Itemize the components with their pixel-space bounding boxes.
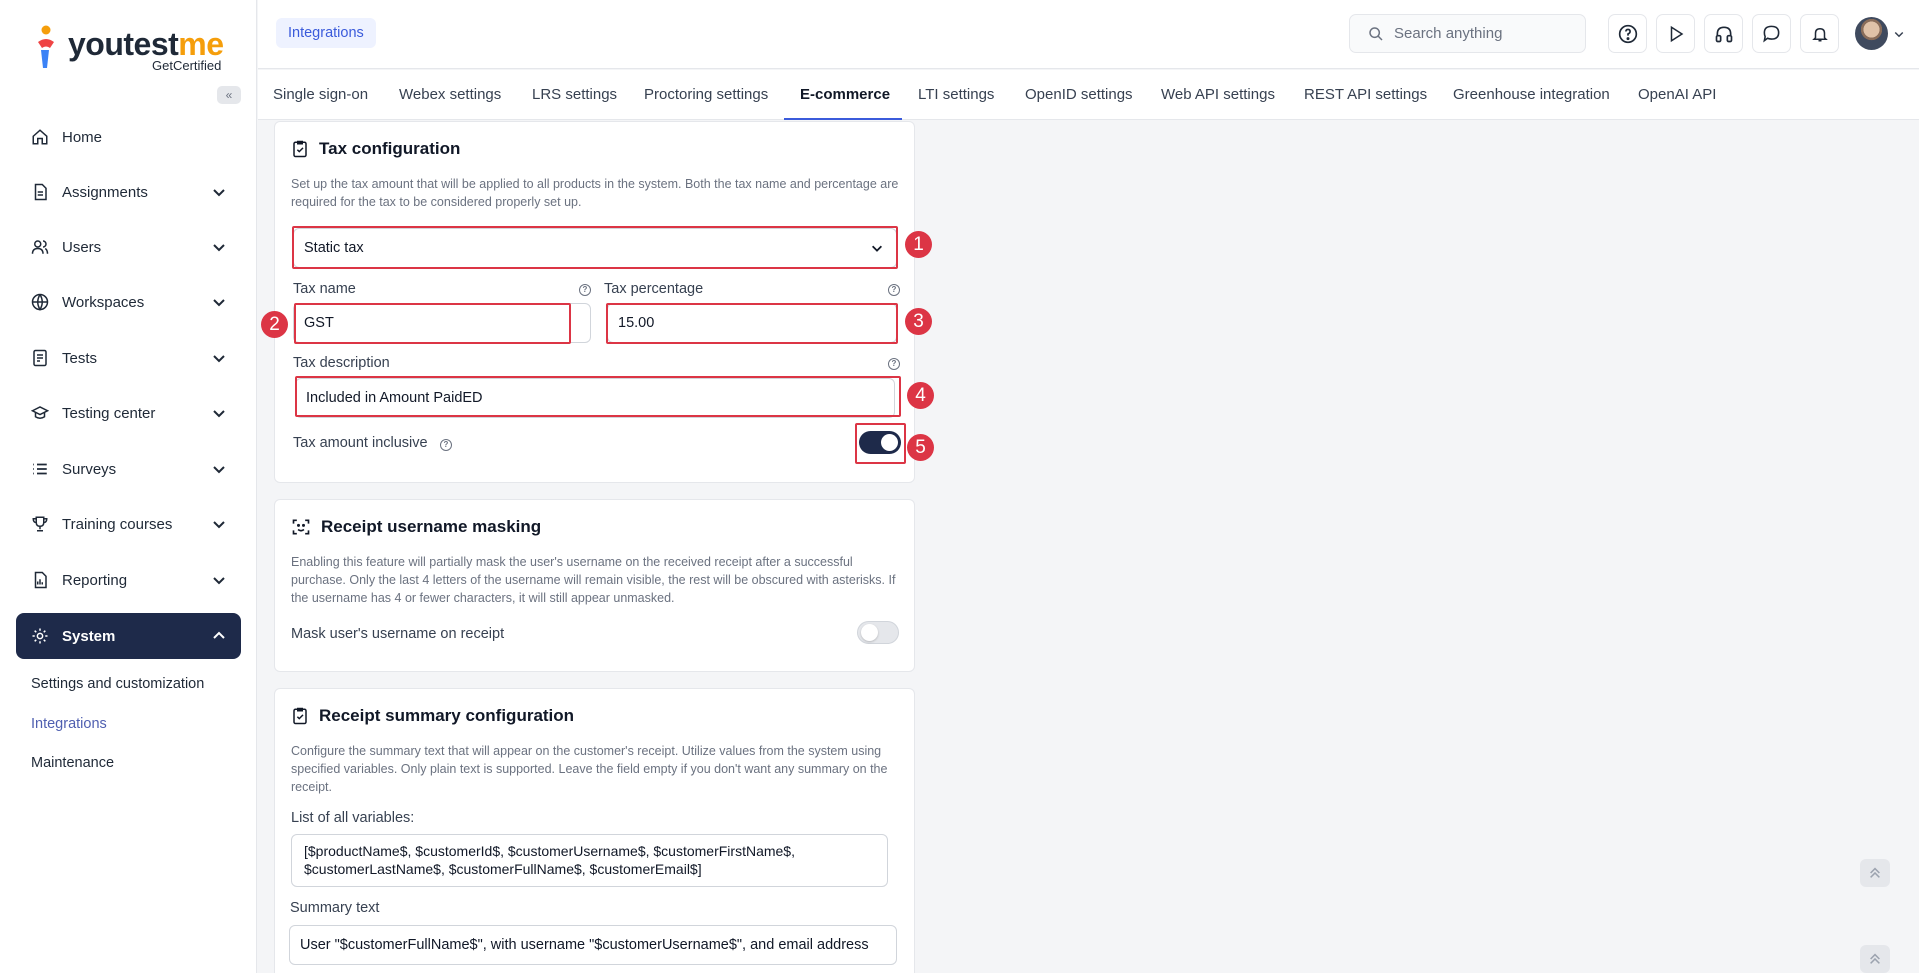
sidebar-item-label: Users bbox=[62, 238, 102, 256]
chevron-down-icon bbox=[211, 239, 227, 255]
tab-openai-api[interactable]: OpenAI API bbox=[1638, 86, 1717, 103]
mask-username-toggle[interactable] bbox=[857, 621, 899, 644]
help-button[interactable] bbox=[1608, 14, 1647, 53]
summary-text-label: Summary text bbox=[290, 900, 380, 916]
highlight-box bbox=[855, 423, 906, 464]
chevron-down-icon bbox=[211, 350, 227, 366]
step-badge: 4 bbox=[907, 382, 934, 409]
sidebar-item-assignments[interactable] bbox=[16, 169, 241, 215]
tax-inclusive-label: Tax amount inclusive bbox=[293, 435, 428, 451]
sidebar-item-label: System bbox=[62, 627, 116, 645]
checklist-icon bbox=[291, 707, 309, 725]
summary-title-text: Receipt summary configuration bbox=[319, 706, 575, 725]
sidebar-item-users[interactable] bbox=[16, 224, 241, 270]
avatar[interactable] bbox=[1855, 17, 1888, 50]
list-icon bbox=[30, 459, 50, 479]
tab-web-api-settings[interactable]: Web API settings bbox=[1161, 86, 1275, 103]
tax-percentage-input[interactable]: 15.00 bbox=[607, 303, 897, 343]
sidebar-item-workspaces[interactable] bbox=[16, 279, 241, 325]
search-input[interactable] bbox=[1349, 14, 1586, 53]
face-scan-icon bbox=[291, 517, 311, 537]
info-icon[interactable]: ? bbox=[888, 358, 900, 370]
tab-webex-settings[interactable]: Webex settings bbox=[399, 86, 502, 103]
sidebar-item-tests[interactable] bbox=[16, 335, 241, 381]
headphones-icon bbox=[1714, 24, 1734, 44]
tab-lti-settings[interactable]: LTI settings bbox=[918, 86, 995, 103]
chat-icon bbox=[1762, 24, 1781, 43]
logo-mark-icon bbox=[32, 24, 60, 72]
highlight-box bbox=[294, 303, 571, 344]
sidebar-item-testing-center[interactable] bbox=[16, 390, 241, 436]
double-chevron-up-icon bbox=[1868, 866, 1882, 880]
scroll-to-top-button[interactable] bbox=[1860, 945, 1890, 973]
info-icon[interactable]: ? bbox=[888, 284, 900, 296]
scroll-to-top-button[interactable] bbox=[1860, 859, 1890, 887]
subnav-maintenance[interactable]: Maintenance bbox=[31, 755, 115, 771]
breadcrumb[interactable]: Integrations bbox=[276, 18, 376, 48]
subnav-integrations[interactable]: Integrations bbox=[31, 716, 107, 732]
tax-name-input[interactable]: GST bbox=[293, 303, 591, 343]
chevron-down-icon bbox=[211, 405, 227, 421]
search-placeholder: Search anything bbox=[1394, 25, 1503, 42]
tax-description-label: Tax description bbox=[293, 355, 390, 371]
sidebar-item-label: Reporting bbox=[62, 571, 128, 589]
chevron-down-icon bbox=[211, 184, 227, 200]
play-button[interactable] bbox=[1656, 14, 1695, 53]
chevron-down-icon bbox=[211, 572, 227, 588]
sidebar-item-reporting[interactable] bbox=[16, 557, 241, 603]
tax-percentage-label: Tax percentage bbox=[604, 281, 704, 297]
trophy-icon bbox=[30, 514, 50, 534]
tab-openid-settings[interactable]: OpenID settings bbox=[1025, 86, 1133, 103]
chevron-down-icon[interactable] bbox=[1893, 28, 1905, 40]
highlight-box bbox=[292, 226, 898, 269]
tax-type-value: Static tax bbox=[304, 240, 364, 256]
double-chevron-up-icon bbox=[1868, 952, 1882, 966]
highlight-box bbox=[295, 376, 901, 417]
globe-icon bbox=[30, 292, 50, 312]
card-description: Set up the tax amount that will be applied to all products in the system. Both the tax name and percentage are required for the tax to be considered properly set up. bbox=[291, 177, 899, 209]
gear-icon bbox=[30, 626, 50, 646]
search-icon bbox=[1368, 26, 1384, 42]
collapse-sidebar-button[interactable]: « bbox=[217, 86, 241, 104]
graduation-cap-icon bbox=[30, 403, 50, 423]
sidebar-item-system[interactable] bbox=[16, 613, 241, 659]
sidebar bbox=[0, 0, 257, 973]
tax-name-label: Tax name bbox=[293, 281, 356, 297]
sidebar-item-training-courses[interactable] bbox=[16, 501, 241, 547]
top-bar bbox=[258, 0, 1919, 69]
tab-proctoring-settings[interactable]: Proctoring settings bbox=[644, 86, 769, 103]
card-description: Configure the summary text that will appear on the customer's receipt. Utilize values from the system using specified variables. Only plain text is supported. Leave the field empty if you don't want any summary on the receipt. bbox=[291, 744, 888, 794]
masking-title-text: Receipt username masking bbox=[321, 517, 542, 536]
step-badge: 3 bbox=[905, 308, 932, 335]
card-description: Enabling this feature will partially mask the user's username on the received receipt after a successful purchase. Only the last 4 letters of the username will remain visible, the rest will be obscured with asterisks. If the username has 4 or fewer characters, it will still appear unmasked. bbox=[291, 555, 896, 605]
sidebar-item-label: Testing center bbox=[62, 404, 156, 422]
sidebar-item-label: Surveys bbox=[62, 460, 117, 478]
tax-configuration-card bbox=[274, 121, 915, 483]
logo[interactable] bbox=[32, 20, 232, 76]
sidebar-item-label: Training courses bbox=[62, 515, 173, 533]
step-badge: 5 bbox=[907, 434, 934, 461]
toggle-knob bbox=[861, 624, 878, 641]
test-icon bbox=[30, 348, 50, 368]
report-icon bbox=[30, 570, 50, 590]
document-icon bbox=[30, 182, 50, 202]
variables-list: [$productName$, $customerId$, $customerUsername$, $customerFirstName$, $customerLastName$, $customerFullName$, $customerEmail$] bbox=[291, 834, 888, 887]
sidebar-item-label: Home bbox=[62, 128, 103, 146]
bell-icon bbox=[1811, 25, 1829, 43]
notifications-button[interactable] bbox=[1800, 14, 1839, 53]
tab-lrs-settings[interactable]: LRS settings bbox=[532, 86, 618, 103]
support-button[interactable] bbox=[1704, 14, 1743, 53]
brand-subtitle: GetCertified bbox=[152, 58, 222, 73]
chevron-up-icon bbox=[211, 628, 227, 644]
active-tab-indicator bbox=[784, 118, 902, 120]
step-badge: 1 bbox=[905, 231, 932, 258]
receipt-summary-card bbox=[274, 688, 915, 973]
step-badge: 2 bbox=[261, 311, 288, 338]
checklist-icon bbox=[291, 140, 309, 158]
tab-rest-api-settings[interactable]: REST API settings bbox=[1304, 86, 1428, 103]
help-icon bbox=[1618, 24, 1638, 44]
sidebar-item-label: Assignments bbox=[62, 183, 148, 201]
tax-description-input[interactable]: Included in Amount PaidED bbox=[295, 378, 895, 418]
card-title bbox=[291, 706, 574, 726]
sidebar-item-home[interactable] bbox=[16, 114, 241, 160]
chevron-down-icon bbox=[211, 294, 227, 310]
chat-button[interactable] bbox=[1752, 14, 1791, 53]
sidebar-item-label: Workspaces bbox=[62, 293, 145, 311]
tab-e-commerce[interactable]: E-commerce bbox=[800, 86, 891, 103]
chevron-down-icon bbox=[211, 461, 227, 477]
mask-username-label: Mask user's username on receipt bbox=[291, 626, 505, 642]
chevron-down-icon bbox=[211, 516, 227, 532]
card-title bbox=[291, 139, 460, 159]
subnav-settings-and-customization[interactable]: Settings and customization bbox=[31, 676, 205, 692]
tab-single-sign-on[interactable]: Single sign-on bbox=[273, 86, 369, 103]
play-icon bbox=[1667, 25, 1685, 43]
variables-label: List of all variables: bbox=[291, 810, 415, 826]
tab-greenhouse-integration[interactable]: Greenhouse integration bbox=[1453, 86, 1610, 103]
highlight-box bbox=[606, 303, 898, 344]
tax-title-text: Tax configuration bbox=[319, 139, 461, 158]
info-icon[interactable]: ? bbox=[579, 284, 591, 296]
info-icon[interactable]: ? bbox=[440, 439, 452, 451]
sidebar-item-surveys[interactable] bbox=[16, 446, 241, 492]
brand-name: youtestme bbox=[68, 26, 224, 62]
home-icon bbox=[30, 127, 50, 147]
sidebar-item-label: Tests bbox=[62, 349, 98, 367]
card-title bbox=[291, 517, 541, 537]
integration-tabs bbox=[258, 70, 1919, 120]
username-masking-card bbox=[274, 499, 915, 672]
users-icon bbox=[30, 237, 50, 257]
summary-text-input[interactable]: User "$customerFullName$", with username "$customerUsername$", and email address bbox=[289, 925, 897, 965]
